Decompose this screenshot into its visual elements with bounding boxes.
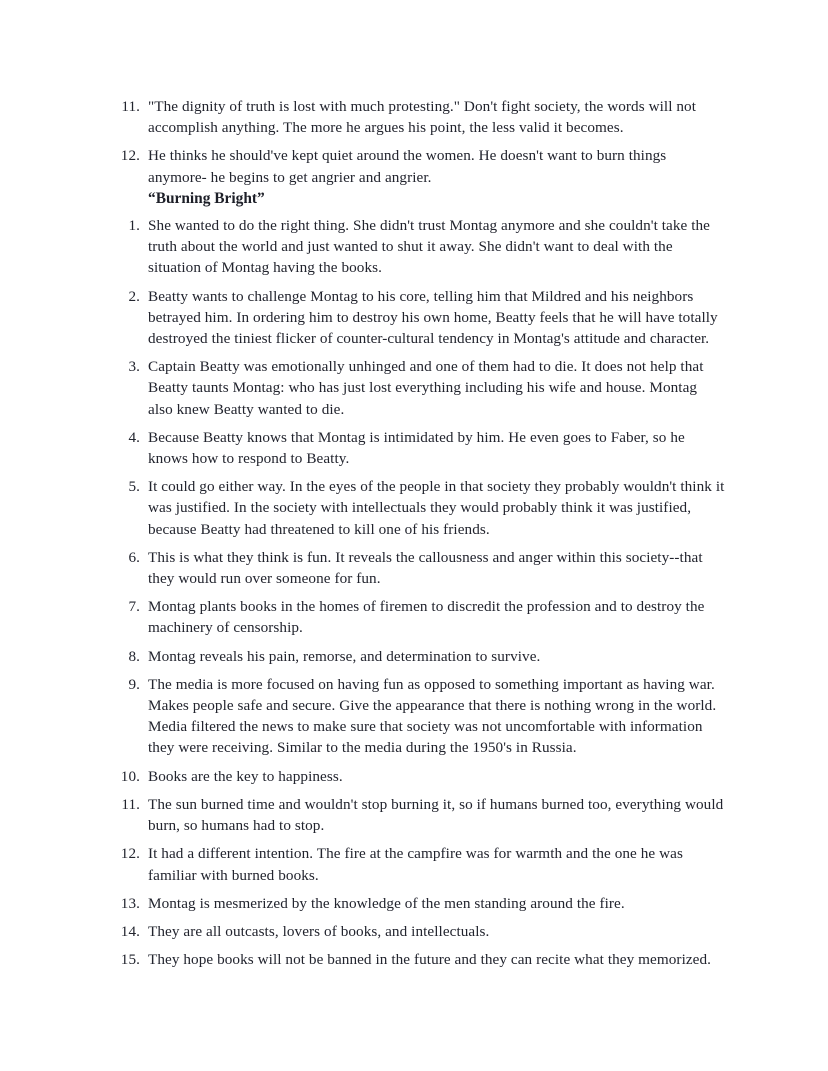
list-item-text: Captain Beatty was emotionally unhinged and one of them had to die. It does not help that Beatty taunts Montag: who has just lost everything including his wife and house. Montag also knew Beatty wanted to die. bbox=[148, 358, 704, 418]
list-item-number: 1. bbox=[128, 217, 140, 235]
list-item-number: 14. bbox=[120, 922, 140, 940]
list-item-number: 11. bbox=[121, 795, 140, 813]
list-item bbox=[118, 96, 725, 138]
list-item bbox=[118, 547, 725, 589]
list-item bbox=[118, 356, 725, 420]
section-heading-burning-bright: “Burning Bright” bbox=[148, 189, 265, 207]
list-item-text: "The dignity of truth is lost with much protesting." Don't fight society, the words will not accomplish anything. The more he argues his point, the less valid it becomes. bbox=[148, 98, 697, 137]
list-item-text: The sun burned time and wouldn't stop burning it, so if humans burned too, everything would burn, so humans had to stop. bbox=[148, 795, 724, 835]
list-item-text: She wanted to do the right thing. She didn't trust Montag anymore and she couldn't take the truth about the world and just wanted to shut it away. She didn't want to deal with the situation of Montag having the books. bbox=[148, 217, 710, 277]
list-item bbox=[118, 145, 725, 187]
list-item-text: They hope books will not be banned in the future and they can recite what they memorized. bbox=[148, 951, 712, 969]
list-item-number: 10. bbox=[120, 767, 140, 785]
list-item-text: They are all outcasts, lovers of books, and intellectuals. bbox=[148, 922, 490, 940]
list-item bbox=[118, 794, 725, 836]
document-body bbox=[118, 96, 725, 970]
list-item-text: Montag plants books in the homes of firemen to discredit the profession and to destroy the machinery of censorship. bbox=[148, 598, 705, 637]
list-item bbox=[118, 476, 725, 540]
list-item bbox=[118, 949, 725, 970]
list-item-number: 3. bbox=[128, 358, 140, 376]
list-item-number: 5. bbox=[128, 478, 140, 496]
list-item-text: This is what they think is fun. It reveals the callousness and anger within this society--that they would run over someone for fun. bbox=[148, 548, 703, 588]
list-item-number: 2. bbox=[128, 287, 140, 305]
list-item-number: 12. bbox=[120, 147, 140, 165]
list-item-number: 4. bbox=[128, 428, 140, 446]
list-item bbox=[118, 596, 725, 638]
list-item bbox=[118, 766, 725, 787]
list-item-text: It could go either way. In the eyes of the people in that society they probably wouldn't think it was justified. In the society with intellectuals they would probably think it was justified, because Beatty had threatened to kill one of his friends. bbox=[148, 478, 725, 538]
list-item bbox=[118, 893, 725, 914]
list-item-text: Montag is mesmerized by the knowledge of the men standing around the fire. bbox=[148, 894, 625, 912]
list-item-number: 12. bbox=[120, 845, 140, 863]
list-item-number: 7. bbox=[128, 598, 140, 616]
answer-list-burning-bright bbox=[118, 215, 725, 970]
list-item bbox=[118, 215, 725, 279]
list-item bbox=[118, 843, 725, 885]
list-item-text: Montag reveals his pain, remorse, and determination to survive. bbox=[148, 647, 541, 665]
list-item-number: 11. bbox=[121, 98, 140, 115]
list-item bbox=[118, 921, 725, 942]
list-item-text: He thinks he should've kept quiet around the women. He doesn't want to burn things anymore- he begins to get angrier and angrier. bbox=[148, 147, 667, 186]
answer-list-previous-section bbox=[118, 96, 725, 188]
list-item-text: Beatty wants to challenge Montag to his core, telling him that Mildred and his neighbors betrayed him. In ordering him to destroy his own home, Beatty feels that he will have totally destroyed the tiniest flicker of counter-cultural tendency in Montag's attitude and character. bbox=[148, 287, 718, 348]
list-item-number: 15. bbox=[120, 951, 140, 969]
list-item-number: 13. bbox=[120, 894, 140, 912]
list-item bbox=[118, 286, 725, 350]
list-item bbox=[118, 646, 725, 667]
list-item bbox=[118, 427, 725, 469]
list-item-text: Books are the key to happiness. bbox=[148, 767, 343, 785]
list-item-text: It had a different intention. The fire at the campfire was for warmth and the one he was familiar with burned books. bbox=[148, 845, 683, 884]
list-item-number: 8. bbox=[128, 647, 140, 665]
list-item-number: 9. bbox=[128, 675, 140, 693]
list-item-text: The media is more focused on having fun as opposed to something important as having war. Makes people safe and secure. Give the appearance that there is nothing wrong in the world. Media filtered the news to make sure that society was not uncomfortable with information they were receiving. Similar to the media during the 1950's in Russia. bbox=[148, 675, 717, 757]
list-item-number: 6. bbox=[128, 548, 140, 566]
list-item-text: Because Beatty knows that Montag is intimidated by him. He even goes to Faber, so he knows how to respond to Beatty. bbox=[148, 428, 685, 468]
list-item bbox=[118, 674, 725, 759]
